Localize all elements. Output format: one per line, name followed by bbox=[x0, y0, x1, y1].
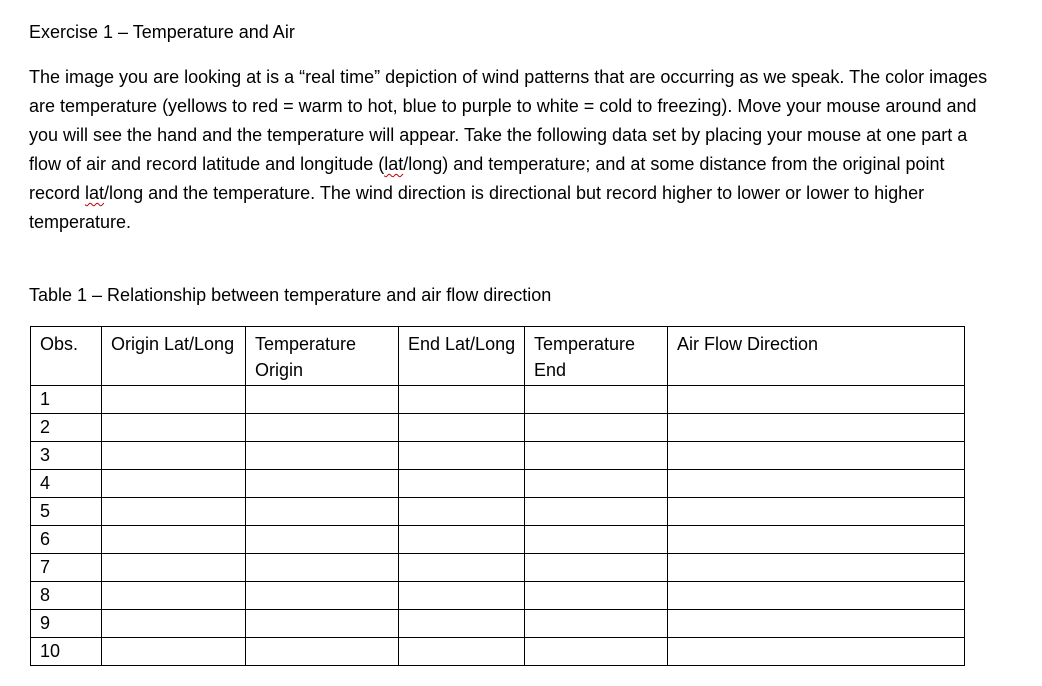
temperature-origin-cell[interactable] bbox=[246, 498, 399, 526]
temperature-end-cell[interactable] bbox=[525, 386, 668, 414]
end-lat-long-cell[interactable] bbox=[399, 582, 525, 610]
obs-number-cell: 3 bbox=[31, 442, 102, 470]
exercise-heading: Exercise 1 – Temperature and Air bbox=[29, 22, 295, 42]
temperature-origin-cell[interactable] bbox=[246, 610, 399, 638]
obs-number-cell: 9 bbox=[31, 610, 102, 638]
origin-lat-long-cell[interactable] bbox=[102, 386, 246, 414]
obs-number-cell: 6 bbox=[31, 526, 102, 554]
table-header-row bbox=[31, 327, 965, 386]
origin-lat-long-cell[interactable] bbox=[102, 638, 246, 666]
table-row bbox=[31, 610, 965, 638]
origin-lat-long-cell[interactable] bbox=[102, 554, 246, 582]
origin-lat-long-cell[interactable] bbox=[102, 582, 246, 610]
end-lat-long-cell[interactable] bbox=[399, 442, 525, 470]
obs-number-cell: 2 bbox=[31, 414, 102, 442]
temperature-end-cell[interactable] bbox=[525, 582, 668, 610]
air-flow-direction-cell[interactable] bbox=[668, 638, 965, 666]
temperature-origin-cell[interactable] bbox=[246, 638, 399, 666]
origin-lat-long-cell[interactable] bbox=[102, 470, 246, 498]
table-row bbox=[31, 414, 965, 442]
temperature-end-cell[interactable] bbox=[525, 638, 668, 666]
end-lat-long-cell[interactable] bbox=[399, 610, 525, 638]
header-obs: Obs. bbox=[31, 327, 102, 386]
table-body bbox=[31, 386, 965, 666]
table-caption: Table 1 – Relationship between temperature and air flow direction bbox=[29, 285, 552, 305]
temperature-origin-cell[interactable] bbox=[246, 470, 399, 498]
temperature-end-cell[interactable] bbox=[525, 610, 668, 638]
end-lat-long-cell[interactable] bbox=[399, 386, 525, 414]
spellcheck-word-lat-2: lat bbox=[85, 183, 105, 203]
end-lat-long-cell[interactable] bbox=[399, 526, 525, 554]
origin-lat-long-cell[interactable] bbox=[102, 610, 246, 638]
table-row bbox=[31, 638, 965, 666]
origin-lat-long-cell[interactable] bbox=[102, 442, 246, 470]
temperature-end-cell[interactable] bbox=[525, 470, 668, 498]
obs-number-cell: 5 bbox=[31, 498, 102, 526]
temperature-end-cell[interactable] bbox=[525, 498, 668, 526]
air-flow-direction-cell[interactable] bbox=[668, 554, 965, 582]
obs-number-cell: 1 bbox=[31, 386, 102, 414]
table-row bbox=[31, 386, 965, 414]
temperature-origin-cell[interactable] bbox=[246, 414, 399, 442]
header-temperature-end: Temperature End bbox=[525, 327, 668, 386]
temperature-origin-cell[interactable] bbox=[246, 526, 399, 554]
table-row bbox=[31, 442, 965, 470]
paragraph-part-2: /long) and temperature; and at some distance from the original point record bbox=[29, 154, 945, 203]
obs-number-cell: 8 bbox=[31, 582, 102, 610]
observation-table bbox=[30, 326, 965, 666]
air-flow-direction-cell[interactable] bbox=[668, 526, 965, 554]
end-lat-long-cell[interactable] bbox=[399, 414, 525, 442]
temperature-origin-cell[interactable] bbox=[246, 554, 399, 582]
table-row bbox=[31, 470, 965, 498]
temperature-origin-cell[interactable] bbox=[246, 386, 399, 414]
air-flow-direction-cell[interactable] bbox=[668, 386, 965, 414]
temperature-end-cell[interactable] bbox=[525, 526, 668, 554]
end-lat-long-cell[interactable] bbox=[399, 638, 525, 666]
table-row bbox=[31, 582, 965, 610]
table-row bbox=[31, 498, 965, 526]
instructions-paragraph bbox=[29, 63, 989, 237]
end-lat-long-cell[interactable] bbox=[399, 498, 525, 526]
temperature-origin-cell[interactable] bbox=[246, 582, 399, 610]
origin-lat-long-cell[interactable] bbox=[102, 526, 246, 554]
header-air-flow-direction: Air Flow Direction bbox=[668, 327, 965, 386]
header-end-lat-long: End Lat/Long bbox=[399, 327, 525, 386]
table-row bbox=[31, 526, 965, 554]
end-lat-long-cell[interactable] bbox=[399, 470, 525, 498]
origin-lat-long-cell[interactable] bbox=[102, 498, 246, 526]
obs-number-cell: 10 bbox=[31, 638, 102, 666]
air-flow-direction-cell[interactable] bbox=[668, 414, 965, 442]
paragraph-part-3: /long and the temperature. The wind direction is directional but record higher to lower or lower to higher temperature. bbox=[29, 183, 925, 232]
air-flow-direction-cell[interactable] bbox=[668, 610, 965, 638]
header-origin-lat-long: Origin Lat/Long bbox=[102, 327, 246, 386]
air-flow-direction-cell[interactable] bbox=[668, 498, 965, 526]
obs-number-cell: 4 bbox=[31, 470, 102, 498]
temperature-origin-cell[interactable] bbox=[246, 442, 399, 470]
end-lat-long-cell[interactable] bbox=[399, 554, 525, 582]
spellcheck-word-lat-1: lat bbox=[384, 154, 404, 174]
paragraph-part-1: The image you are looking at is a “real time” depiction of wind patterns that are occurring as we speak. The color images are temperature (yellows to red = warm to hot, blue to purple to white = cold to freezing). Move your mouse around and you will see the hand and the temperature will appear. Take the following data set by placing your mouse at one part a flow of air and record latitude and longitude ( bbox=[29, 67, 988, 174]
origin-lat-long-cell[interactable] bbox=[102, 414, 246, 442]
table-row bbox=[31, 554, 965, 582]
obs-number-cell: 7 bbox=[31, 554, 102, 582]
header-temperature-origin: Temperature Origin bbox=[246, 327, 399, 386]
temperature-end-cell[interactable] bbox=[525, 554, 668, 582]
temperature-end-cell[interactable] bbox=[525, 414, 668, 442]
air-flow-direction-cell[interactable] bbox=[668, 582, 965, 610]
air-flow-direction-cell[interactable] bbox=[668, 470, 965, 498]
temperature-end-cell[interactable] bbox=[525, 442, 668, 470]
air-flow-direction-cell[interactable] bbox=[668, 442, 965, 470]
